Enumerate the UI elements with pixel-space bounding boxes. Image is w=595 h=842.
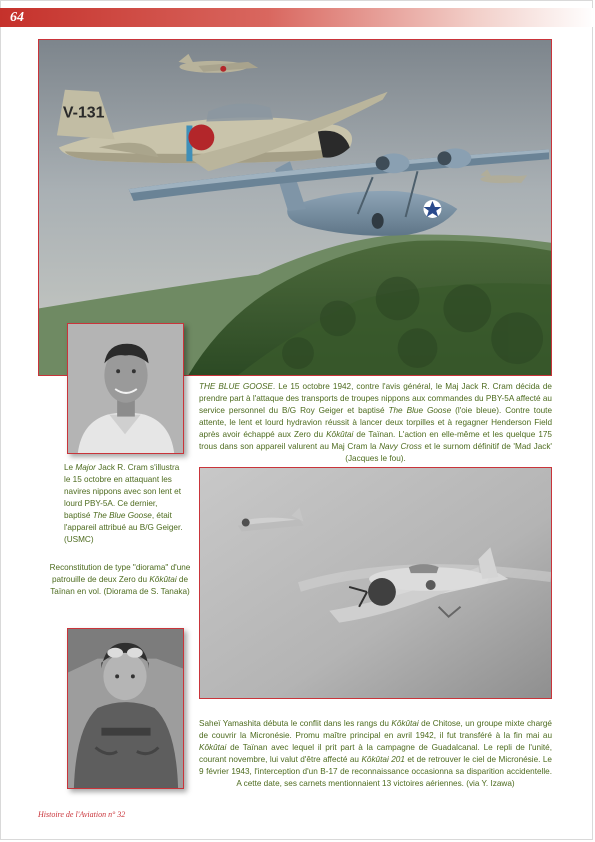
caption-diorama: Reconstitution de type "diorama" d'une patrouille de deux Zero du Kôkûtai de Taïnan en vol. (Diorama de S. Tanaka) (49, 563, 191, 596)
photo-sahei-yamashita (67, 628, 184, 789)
photo-jack-cram (67, 323, 184, 454)
caption-sahei-yamashita: Saheï Yamashita débuta le conflit dans les rangs du Kôkûtai de Chitose, un groupe mixte chargé de couvrir la Micronésie. Promu maître principal en avril 1942, il fut transféré à la fin mai au Kôkûtai de Taïnan avec lequel il prit part à la campagne de Guadalcanal. Le repli de l'unité, courant novembre, lui valut d'être affecté au Kôkûtai 201 et de retrouver le ciel de Micronésie. Le 9 février 1943, l'interception d'un B-17 de reconnaissance occasionna sa disparition accidentelle. A cette date, ses carnets mentionnaient 13 victoires aériennes. (via Y. Izawa) (199, 719, 552, 788)
page-number: 64 (10, 10, 24, 25)
footer-magazine-title: Histoire de l'Aviation n° 32 (38, 810, 126, 819)
tail-code: V-131 (62, 104, 105, 122)
caption-blue-goose: THE BLUE GOOSE. Le 15 octobre 1942, contre l'avis général, le Maj Jack R. Cram décida de prendre part à l'attaque des transports de troupes nippons aux commandes du PBY-5A affecté au service personnel du B/G Roy Geiger et baptisé The Blue Goose (l'oie bleue). Contre toute attente, le lent et lourd hydravion réussit à lancer deux torpilles et à regagner Henderson Field après avoir échappé aux Zero du Kôkûtai de Taïnan. L'action en elle-même et les quelque 175 trous dans son appareil valurent au Maj Cram la Navy Cross et le surnom définitif de 'Mad Jack' (Jacques le fou). (199, 382, 553, 463)
photo-diorama-zeros (199, 467, 552, 699)
header-bar (0, 8, 595, 27)
caption-jack-cram: Le Major Jack R. Cram s'illustra le 15 octobre en attaquant les navires nippons avec son lent et lourd PBY-5A. Ce dernier, baptisé The Blue Goose, était l'appareil attribué au B/G Geiger. (USMC) (64, 463, 183, 544)
